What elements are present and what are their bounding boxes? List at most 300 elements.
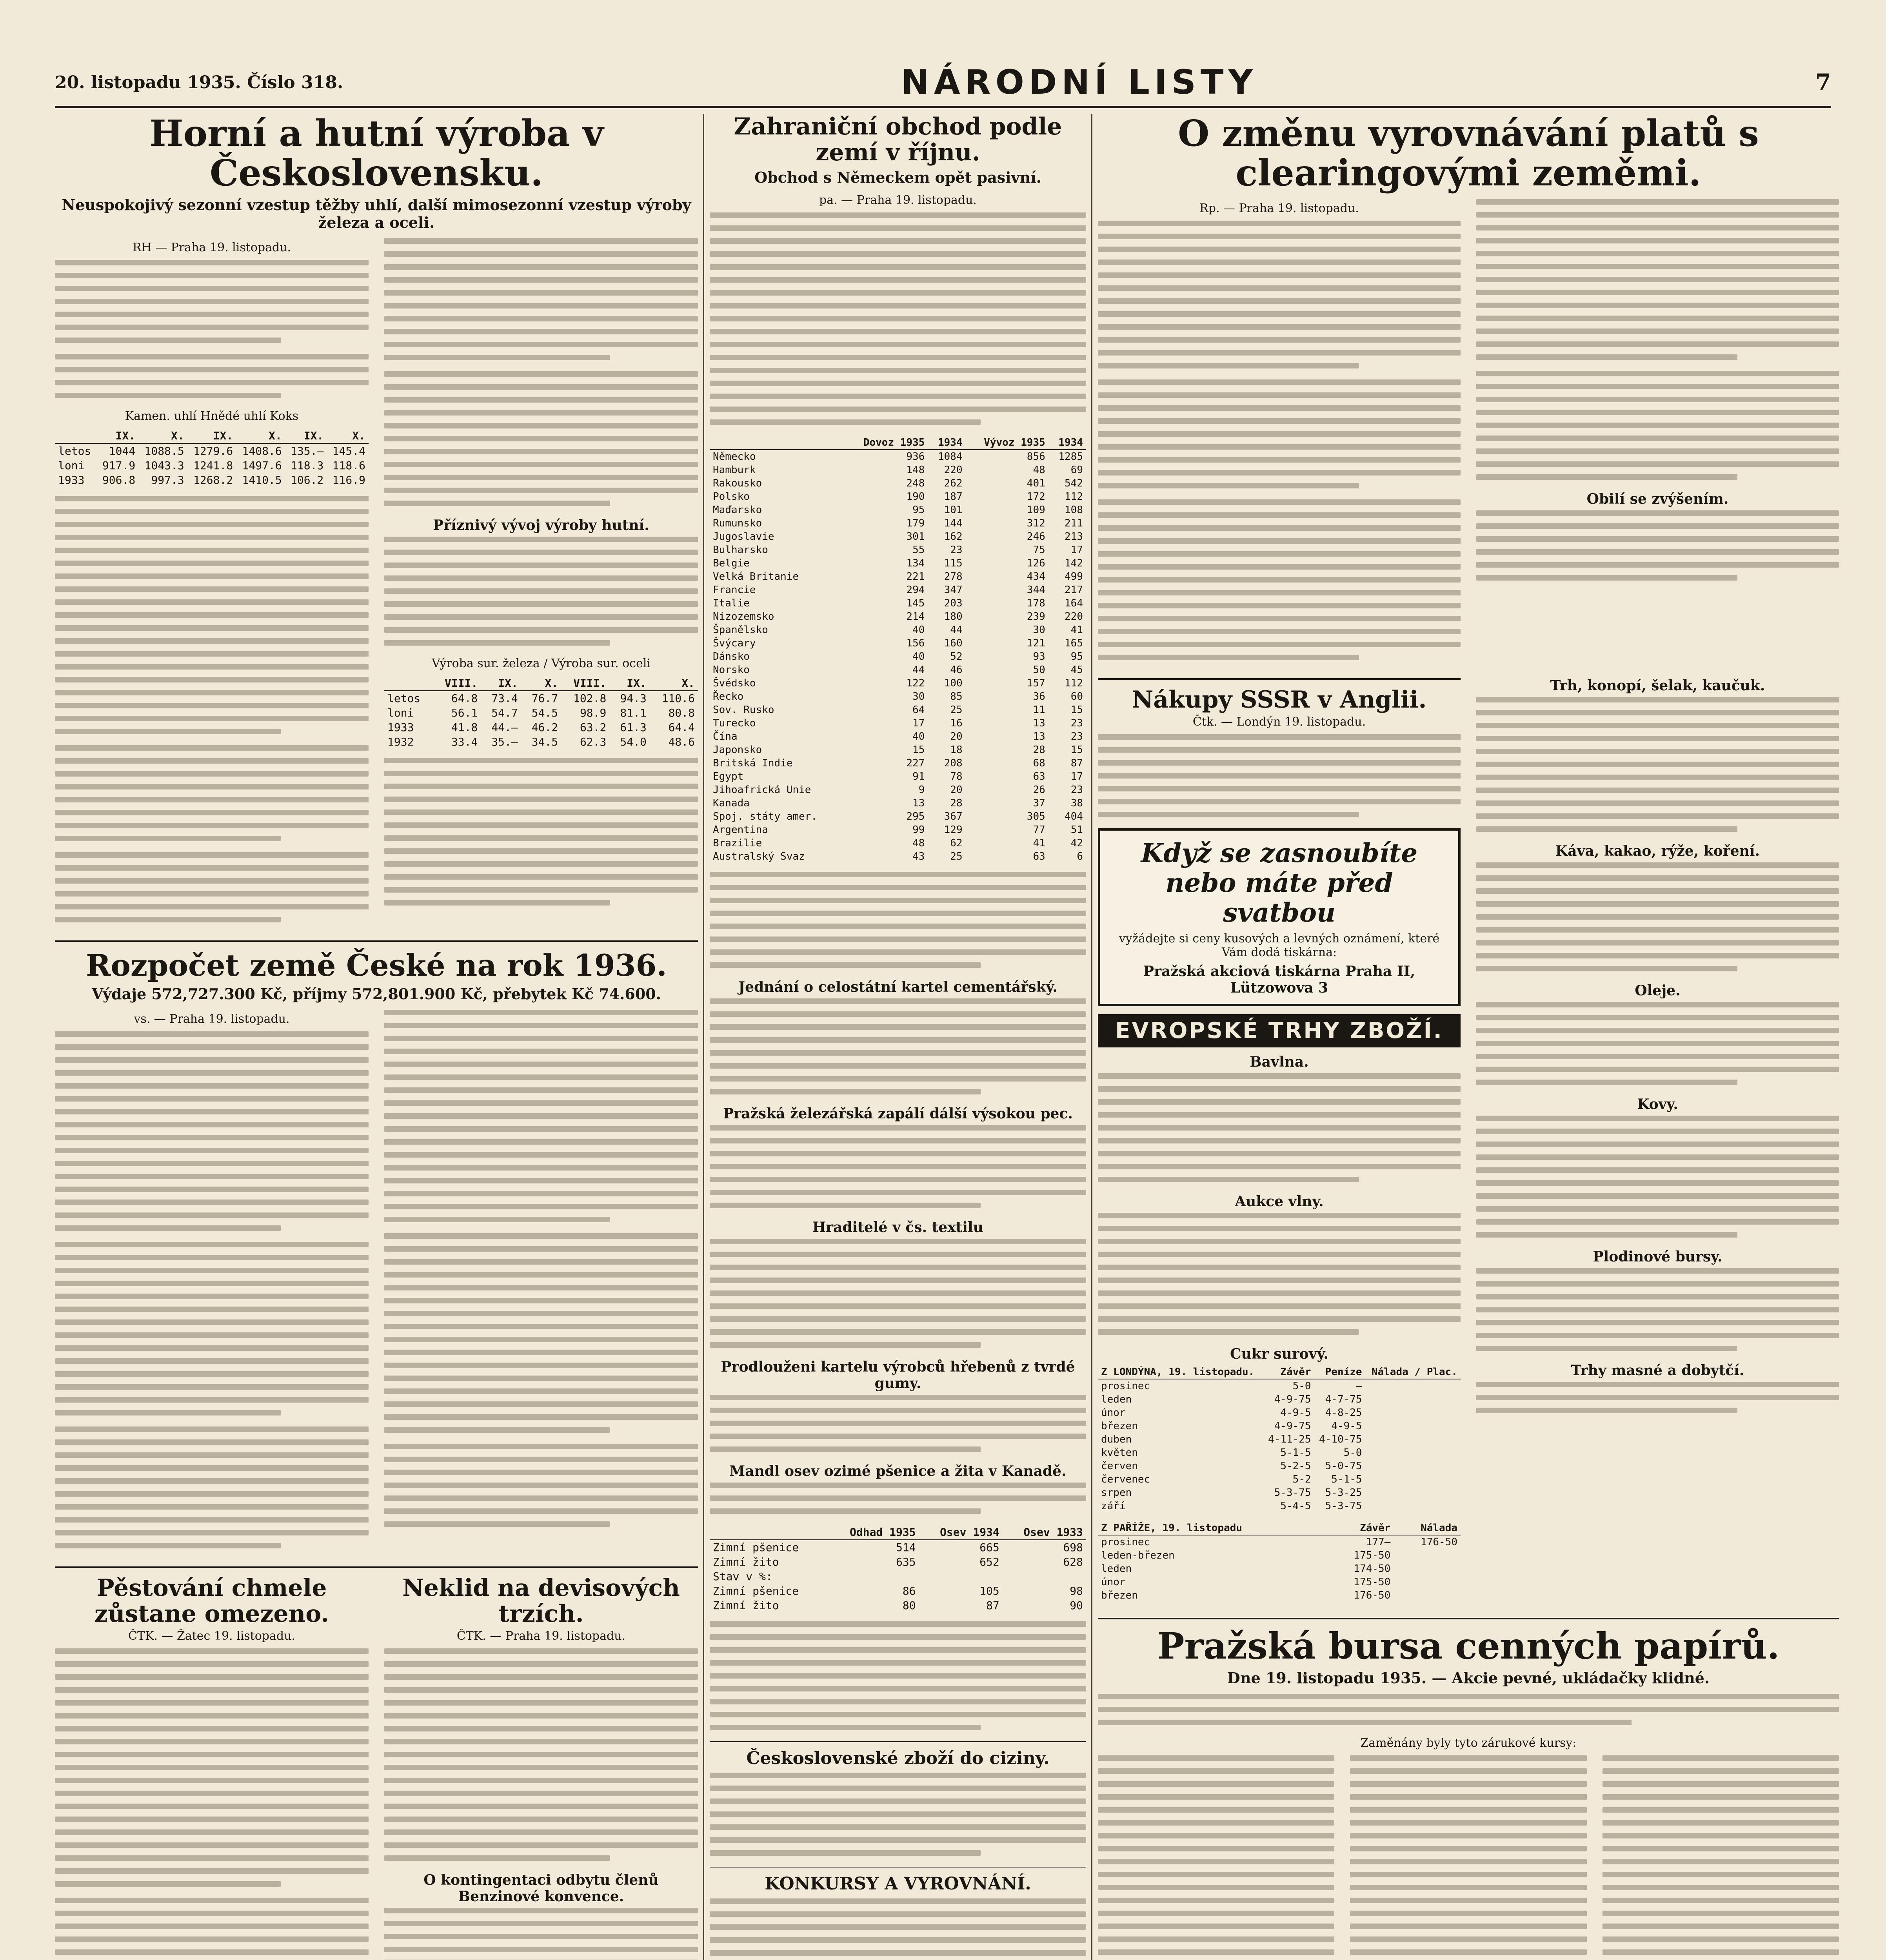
table-cell: Rumunsko [713,517,762,529]
table-cell: 312 [1027,517,1045,529]
table-cell: 177— [1366,1536,1391,1548]
table-cell: 85 [950,691,963,702]
article-title: Nákupy SSSR v Anglii. [1132,686,1427,714]
article-title: Zahraniční obchod podle zemí v říjnu. [734,113,1062,166]
table-cell: Argentina [713,824,768,836]
table-cell: 108 [1065,504,1083,516]
table-cell: 41 [1033,837,1045,849]
table-cell: leden-březen [1101,1550,1175,1562]
table-row [710,677,1086,690]
article-title: KONKURSY A VYROVNÁNÍ. [765,1874,1031,1894]
table-cell: 93 [1033,651,1045,662]
table-row [710,730,1086,743]
table-cell: 52 [950,651,963,662]
table-cell: 5-3-75 [1325,1500,1362,1512]
table-cell: 5-1-5 [1331,1474,1362,1486]
table-cell: 5-0 [1292,1380,1311,1392]
table-row [1098,1473,1461,1486]
table-cell: 246 [1027,531,1045,543]
table-cell: 17 [1070,544,1083,556]
table-cell: červen [1101,1460,1138,1472]
article-title: Československé zboží do ciziny. [746,1748,1050,1768]
table-cell: 13 [1033,717,1045,729]
article-title: Neklid na devisových trzích. [402,1574,680,1628]
table-cell: Švýcary [713,637,756,649]
section-banner: EVROPSKÉ TRHY ZBOŽÍ. [1098,1014,1461,1047]
table-cell: Belgie [713,557,750,569]
table-cell: Japonsko [713,744,762,756]
table-cell: 112 [1065,677,1083,689]
table-cell: prosinec [1101,1536,1150,1548]
table-cell: 5-0-75 [1325,1460,1362,1472]
table-cell: 62 [950,837,963,849]
article-title: Rozpočet země České na rok 1936. [86,948,667,983]
table-row: Stav v %: [713,1570,772,1583]
dateline: vs. — Praha 19. listopadu. [134,1012,290,1026]
table-cell: 4-9-75 [1274,1394,1311,1406]
table-cell [1394,1562,1461,1575]
table-cell: 115 [944,557,963,569]
table-header-row: Odhad 1935 Osev 1934 Osev 1933 [710,1525,1086,1540]
table-row [710,797,1086,810]
table-cell: 6 [1077,851,1083,862]
table-cell: 36 [1033,691,1045,702]
wedding-advertisement [1098,828,1461,1006]
section-subhead: O kontingentaci odbytu členů Benzinové konvence. [423,1871,659,1905]
table-cell: 126 [1027,557,1045,569]
table-cell: 64 [912,704,925,716]
table-row [710,717,1086,730]
table-cell: 100 [944,677,963,689]
table-cell: 69 [1070,464,1083,476]
table-cell: 278 [944,571,963,583]
table-cell [1365,1379,1461,1393]
table-row: 1933 41.8 44.— 46.2 63.2 61.3 64.4 [387,721,695,734]
table-cell [1365,1459,1461,1473]
article-subtitle: Výdaje 572,727.300 Kč, příjmy 572,801.900 Kč, přebytek Kč 74.600. [92,985,661,1003]
table-cell: 148 [906,464,925,476]
table-cell: 499 [1065,571,1083,583]
table-cell: Brazilie [713,837,762,849]
table-cell: 190 [906,491,925,503]
table-row [1098,1379,1461,1393]
iron-steel-table [384,676,698,749]
dateline: Rp. — Praha 19. listopadu. [1199,201,1359,216]
table-cell: 20 [950,731,963,742]
table-cell: Bulharsko [713,544,768,556]
table-cell [1365,1499,1461,1513]
table-cell: 4-11-25 [1268,1434,1311,1446]
section-subhead: Aukce vlny. [1235,1193,1324,1210]
coal-table [55,428,369,487]
table-cell: 38 [1070,797,1083,809]
table-cell: Australský Svaz [713,851,805,862]
table-cell: Turecko [713,717,756,729]
table-row [710,450,1086,463]
table-cell: 1084 [938,451,963,463]
table-cell: 43 [912,851,925,862]
table-row [710,583,1086,597]
dateline: Čtk. — Londýn 19. listopadu. [1192,715,1366,729]
table-row [710,703,1086,717]
article-body [55,238,698,933]
bottom-articles [55,1575,698,1960]
table-cell: Rakousko [713,477,762,489]
dateline: ČTK. — Praha 19. listopadu. [456,1629,626,1643]
table-cell: 63 [1033,771,1045,782]
article-title: Horní a hutní výroba v Československu. [149,112,604,194]
table-cell: 91 [912,771,925,782]
table-row [1098,1406,1461,1419]
table-cell: 20 [950,784,963,796]
table-cell: Polsko [713,491,750,503]
table-cell: Německo [713,451,756,463]
table-row [710,623,1086,637]
table-row [710,690,1086,703]
table-row [1098,1459,1461,1473]
table-caption: Zaměnány byly tyto zárukové kursy: [1360,1736,1577,1750]
section-subhead: Kovy. [1637,1096,1678,1113]
table-cell: 63 [1033,851,1045,862]
table-row [710,757,1086,770]
table-row [710,597,1086,610]
table-cell: 26 [1033,784,1045,796]
table-cell: 542 [1065,477,1083,489]
table-row [710,543,1086,557]
table-cell: 15 [912,744,925,756]
table-cell: 15 [1070,704,1083,716]
section-subhead: Jednání o celostátní kartel cementářský. [738,979,1057,995]
table-cell: 176-50 [1421,1536,1457,1548]
table-cell: 239 [1027,611,1045,622]
table-header-row: VIII. IX. X. VIII. IX. X. [384,676,698,691]
table-cell: 5-0 [1343,1447,1362,1459]
table-row [1098,1486,1461,1499]
table-cell: 42 [1070,837,1083,849]
table-cell: 301 [906,531,925,543]
table-row [710,837,1086,850]
table-cell: 162 [944,531,963,543]
table-cell: prosinec [1101,1380,1150,1392]
table-row [710,490,1086,503]
section-subhead: Cukr surový. [1230,1346,1328,1363]
section-subhead: Trhy masné a dobytčí. [1571,1362,1744,1379]
table-cell: 28 [1033,744,1045,756]
ad-headline: nebo máte před svatbou [1165,867,1393,928]
table-header-row: Dovoz 1935 1934 Vývoz 1935 1934 [710,436,1086,450]
table-row [1098,1549,1461,1562]
issue-date: 20. listopadu 1935. Číslo 318. [55,72,343,93]
table-cell: Britská Indie [713,757,793,769]
table-cell: 248 [906,477,925,489]
table-cell: 5-2 [1292,1474,1311,1486]
table-row: loni 56.1 54.7 54.5 98.9 81.1 80.8 [387,706,695,720]
table-cell: 30 [1033,624,1045,636]
article-subtitle: Obchod s Německem opět pasivní. [754,169,1041,186]
table-row [710,770,1086,783]
section-subhead: Prodlouženi kartelu výrobců hřebenů z tvrdé gumy. [721,1359,1075,1392]
table-cell: 164 [1065,597,1083,609]
section-subhead: Mandl osev ozimé pšenice a žita v Kanadě. [729,1463,1067,1479]
table-row [1098,1433,1461,1446]
table-cell: 44 [950,624,963,636]
section-subhead: Hraditelé v čs. textilu [812,1219,983,1236]
table-cell: 5-1-5 [1280,1447,1311,1459]
table-cell: 187 [944,491,963,503]
table-cell: Kanada [713,797,750,809]
table-cell: 294 [906,584,925,596]
table-cell: únor [1101,1576,1126,1588]
table-cell: Nizozemsko [713,611,774,622]
table-cell: 23 [1070,717,1083,729]
table-cell: 25 [950,704,963,716]
table-cell: 4-9-5 [1331,1420,1362,1432]
table-row [710,743,1086,757]
table-cell: 221 [906,571,925,583]
table-cell: 4-8-25 [1325,1407,1362,1419]
table-cell: 203 [944,597,963,609]
table-cell: 5-4-5 [1280,1500,1311,1512]
table-row [710,637,1086,650]
table-cell: 227 [906,757,925,769]
section-subhead: Příznivý vývoj výroby hutní. [433,517,649,534]
stock-listing [1098,1755,1839,1960]
table-cell: květen [1101,1447,1138,1459]
table-row [710,570,1086,583]
table-cell: 344 [1027,584,1045,596]
table-cell: 178 [1027,597,1045,609]
table-cell: 25 [950,851,963,862]
table-cell: 142 [1065,557,1083,569]
table-cell: 144 [944,517,963,529]
table-cell: 4-9-75 [1274,1420,1311,1432]
table-cell: 401 [1027,477,1045,489]
section-subhead: Trh, konopí, šelak, kaučuk. [1550,677,1765,694]
table-cell: 936 [906,451,925,463]
table-cell: 5-3-75 [1274,1487,1311,1499]
table-cell: duben [1101,1434,1132,1446]
table-cell: Španělsko [713,624,768,636]
table-row [1098,1446,1461,1459]
newspaper-title: NÁRODNÍ LISTY [901,63,1257,102]
article-body [1098,199,1839,671]
table-row [710,517,1086,530]
table-cell: 179 [906,517,925,529]
table-cell [1394,1575,1461,1589]
table-cell: 78 [950,771,963,782]
table-cell: 367 [944,811,963,822]
table-cell [1365,1393,1461,1406]
section-subhead: Plodinové bursy. [1593,1249,1722,1265]
section-subhead: Káva, kakao, rýže, koření. [1555,843,1760,860]
table-row [1098,1535,1461,1549]
table-row [710,557,1086,570]
table-cell [1365,1446,1461,1459]
table-row: letos 64.8 73.4 76.7 102.8 94.3 110.6 [387,692,695,705]
table-row: letos 1044 1088.5 1279.6 1408.6 135.— 145.4 [58,445,365,458]
table-row [1098,1393,1461,1406]
table-cell: 15 [1070,744,1083,756]
table-header-row: IX. X. IX. X. IX. X. [55,428,369,443]
table-cell: leden [1101,1394,1132,1406]
article-body [55,1010,698,1559]
lower-columns [1098,671,1839,1611]
table-cell: Jugoslavie [713,531,774,543]
table-cell: Maďarsko [713,504,762,516]
table-cell: 176-50 [1354,1590,1391,1602]
table-cell: Hamburk [713,464,756,476]
table-cell [1365,1486,1461,1499]
table-cell: 17 [912,717,925,729]
table-cell: 134 [906,557,925,569]
table-cell: Norsko [713,664,750,676]
table-caption: Výroba sur. železa / Výroba sur. oceli [431,657,651,671]
table-row: Zimní pšenice 86 105 98 [713,1584,1083,1597]
table-cell [1394,1589,1461,1602]
dateline: pa. — Praha 19. listopadu. [819,193,977,207]
table-cell: březen [1101,1420,1138,1432]
table-cell: 48 [1033,464,1045,476]
table-row [710,530,1086,543]
table-row: Zimní žito 635 652 628 [713,1555,1083,1568]
section-subhead: Obilí se zvýšením. [1586,491,1729,508]
table-cell: Egypt [713,771,744,782]
table-row [710,610,1086,623]
table-cell: 305 [1027,811,1045,822]
table-cell: únor [1101,1407,1126,1419]
table-cell: 23 [1070,731,1083,742]
table-row: 1933 906.8 997.3 1268.2 1410.5 106.2 116.9 [58,474,365,487]
table-cell: 44 [912,664,925,676]
table-cell: — [1355,1380,1362,1392]
table-cell: 220 [944,464,963,476]
table-row [710,823,1086,837]
column-rule [1091,114,1092,1960]
table-cell: Francie [713,584,756,596]
article-subtitle: Dne 19. listopadu 1935. — Akcie pevné, ukládačky klidné. [1227,1669,1710,1687]
masthead [55,59,1831,108]
table-cell: 18 [950,744,963,756]
article-subtitle: Neuspokojivý sezonní vzestup těžby uhlí, další mimosezonní vzestup výroby železa a oceli. [62,196,691,232]
table-cell: 28 [950,797,963,809]
table-cell: Italie [713,597,750,609]
table-cell: 1285 [1058,451,1083,463]
column-1 [55,114,698,1960]
table-cell: 175-50 [1354,1550,1391,1562]
table-cell: 4-9-5 [1280,1407,1311,1419]
sugar-london-table [1098,1365,1461,1513]
table-row [710,783,1086,797]
table-cell: 174-50 [1354,1563,1391,1575]
table-cell: leden [1101,1563,1132,1575]
table-row: loni 917.9 1043.3 1241.8 1497.6 118.3 118.6 [58,459,365,472]
table-cell: 156 [906,637,925,649]
dateline: RH — Praha 19. listopadu. [132,241,291,255]
table-cell: srpen [1101,1487,1132,1499]
table-cell: 217 [1065,584,1083,596]
table-row [710,477,1086,490]
ad-headline: Když se zasnoubíte [1141,838,1418,869]
table-cell: 122 [906,677,925,689]
table-row: 1932 33.4 35.— 34.5 62.3 54.0 48.6 [387,735,695,749]
table-cell: Čína [713,731,738,742]
table-cell: 51 [1070,824,1083,836]
table-row [1098,1419,1461,1433]
table-row [710,850,1086,863]
table-cell: 55 [912,544,925,556]
table-cell: 214 [906,611,925,622]
table-cell: 172 [1027,491,1045,503]
table-cell: Velká Britanie [713,571,799,583]
table-cell: 40 [912,624,925,636]
canada-sowing-table [710,1525,1086,1613]
trade-table [710,436,1086,863]
table-cell [1365,1419,1461,1433]
table-cell: 347 [944,584,963,596]
table-cell: 17 [1070,771,1083,782]
table-cell: 4-7-75 [1325,1394,1362,1406]
table-cell: 40 [912,731,925,742]
table-cell [1394,1549,1461,1562]
table-row [1098,1562,1461,1575]
table-row [710,503,1086,517]
article-title: Pražská bursa cenných papírů. [1157,1625,1780,1668]
table-cell: Řecko [713,691,744,702]
section-subhead: Bavlna. [1250,1054,1309,1071]
table-cell: 5-2-5 [1280,1460,1311,1472]
table-cell: 5-3-25 [1325,1487,1362,1499]
table-cell: 23 [1070,784,1083,796]
ad-address: Pražská akciová tiskárna Praha II, Lützowova 3 [1143,963,1415,996]
table-cell: 175-50 [1354,1576,1391,1588]
table-cell [1365,1433,1461,1446]
sugar-paris-table [1098,1521,1461,1602]
table-row [710,463,1086,477]
article-title: O změnu vyrovnávání platů s clearingovými zeměmi. [1178,112,1759,194]
table-row [1098,1499,1461,1513]
table-cell: červenec [1101,1474,1150,1486]
table-cell [1365,1406,1461,1419]
table-cell: 220 [1065,611,1083,622]
article-title: Pěstování chmele zůstane omezeno. [94,1574,329,1628]
table-cell: Sov. Rusko [713,704,774,716]
table-cell: 95 [1070,651,1083,662]
section-subhead: Pražská železářská zapálí dálší výsokou pec. [723,1105,1073,1122]
table-cell: 23 [950,544,963,556]
table-cell: 68 [1033,757,1045,769]
table-cell: 50 [1033,664,1045,676]
table-cell: Dánsko [713,651,750,662]
table-row [710,663,1086,677]
table-cell: 160 [944,637,963,649]
table-cell: 13 [1033,731,1045,742]
table-cell: 87 [1070,757,1083,769]
table-row: Zimní žito 80 87 90 [713,1599,1083,1612]
table-cell: 13 [912,797,925,809]
table-cell: 856 [1027,451,1045,463]
table-cell: 213 [1065,531,1083,543]
table-cell: 9 [918,784,925,796]
section-subhead: Oleje. [1635,982,1681,999]
table-cell: 48 [912,837,925,849]
dateline: ČTK. — Žatec 19. listopadu. [128,1629,295,1643]
table-cell: 4-10-75 [1319,1434,1362,1446]
table-row [1098,1589,1461,1602]
table-cell: 145 [906,597,925,609]
table-header-row: Z LONDÝNA, 19. listopadu. Závěr Peníze Nálada / Plac. [1098,1365,1461,1379]
column-3 [1098,114,1839,1960]
table-cell: 180 [944,611,963,622]
